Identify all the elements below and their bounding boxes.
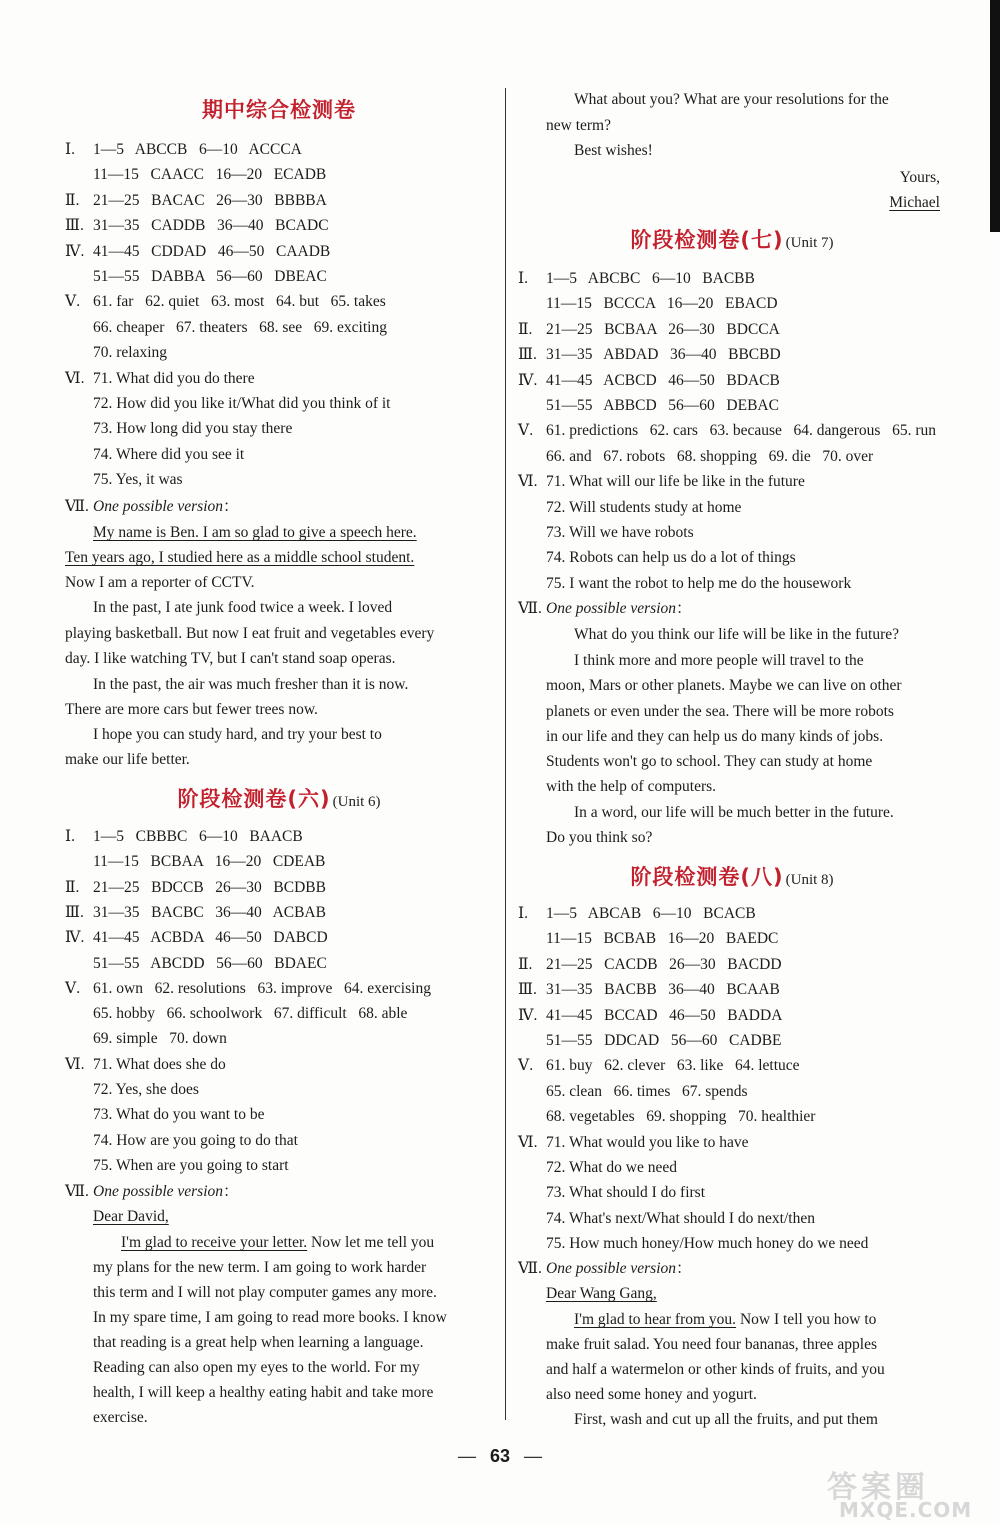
letter-greeting: Dear Wang Gang,: [546, 1285, 657, 1302]
answer-text: 72. Yes, she does: [93, 1081, 199, 1098]
answer-line: [65, 267, 327, 287]
answer-line: [65, 191, 327, 211]
letter-closing: Best wishes!: [574, 142, 653, 159]
essay-line: with the help of computers.: [546, 778, 717, 795]
watermark-cn: 答案圈: [827, 1470, 929, 1505]
answer-text: 31—35 CADDB 36—40 BCADC: [93, 217, 329, 235]
letter-line: First, wash and cut up all the fruits, and put them: [574, 1411, 878, 1428]
answer-text: 71. What would you like to have: [546, 1133, 749, 1151]
answer-text: 21—25 BCBAA 26—30 BDCCA: [546, 320, 780, 338]
answer-line: [65, 140, 302, 160]
answer-text: 69. simple 70. down: [93, 1030, 227, 1048]
section-numeral: Ⅴ.: [518, 422, 534, 440]
answer-line: [65, 470, 183, 490]
answer-line: [518, 1158, 677, 1178]
answer-text: 41—45 ACBDA 46—50 DABCD: [93, 929, 328, 947]
answer-text: 61. far 62. quiet 63. most 64. but 65. takes: [93, 293, 386, 311]
answer-text: 66. cheaper 67. theaters 68. see 69. exciting: [93, 318, 387, 336]
section-numeral: Ⅳ.: [518, 371, 538, 389]
answer-line: [65, 852, 325, 872]
answer-text: 31—35 ABDAD 36—40 BBCBD: [546, 346, 781, 364]
writing-label: Ⅶ. One possible version：: [65, 498, 239, 515]
answer-text: 31—35 BACBC 36—40 ACBAB: [93, 903, 326, 921]
answer-line: [518, 904, 756, 924]
answer-text: 75. How much honey/How much honey do we need: [546, 1235, 869, 1253]
answer-line: [65, 979, 431, 999]
answer-text: 65. clean 66. times 67. spends: [546, 1082, 748, 1100]
section-numeral: Ⅴ.: [65, 293, 81, 311]
essay-line: day. I like watching TV, but I can't stand soap operas.: [65, 650, 396, 667]
section-heading-unit6: 阶段检测卷(六) (Unit 6): [177, 787, 381, 811]
section-numeral: Ⅴ.: [65, 979, 81, 997]
answer-text: 31—35 BACBB 36—40 BCAAB: [546, 981, 780, 999]
answer-text: 74. Robots can help us do a lot of things: [546, 549, 796, 567]
section-numeral: Ⅳ.: [65, 242, 85, 260]
answer-text: 72. How did you like it/What did you think of it: [93, 395, 391, 412]
essay-line: Students won't go to school. They can study at home: [546, 753, 873, 770]
letter-line: exercise.: [93, 1409, 148, 1426]
section-heading-unit7: 阶段检测卷(七) (Unit 7): [630, 228, 834, 252]
answer-line: [518, 548, 796, 568]
essay-line: In the past, the air was much fresher than it is now.: [93, 676, 409, 693]
answer-line: [65, 903, 326, 923]
letter-line: I'm glad to receive your letter. Now let me tell you: [121, 1234, 435, 1251]
page-number: — 63 —: [457, 1446, 543, 1466]
answer-text: 1—5 ABCBC 6—10 BACBB: [546, 270, 755, 287]
answer-text: 1—5 CBBBC 6—10 BAACB: [93, 828, 303, 845]
answer-line: [518, 371, 780, 391]
section-numeral: Ⅲ.: [65, 217, 84, 235]
answer-text: 41—45 CDDAD 46—50 CAADB: [93, 242, 331, 260]
section-numeral: Ⅰ.: [518, 270, 528, 287]
answer-line: [65, 878, 326, 898]
section-numeral: Ⅴ.: [518, 1057, 534, 1075]
answer-text: 70. relaxing: [93, 344, 168, 362]
section-numeral: Ⅳ.: [65, 929, 85, 947]
answer-line: [518, 929, 778, 949]
essay-line: There are more cars but fewer trees now.: [65, 701, 318, 718]
answer-line: [518, 1209, 815, 1229]
section-numeral: Ⅰ.: [518, 905, 528, 922]
letter-line: health, I will keep a healthy eating habit and take more: [93, 1384, 434, 1401]
letter-line: also need some honey and yogurt.: [546, 1386, 757, 1403]
page-edge-mark: [990, 0, 1000, 232]
section-numeral: Ⅲ.: [65, 903, 84, 921]
section-heading-midterm: 期中综合检测卷: [202, 98, 356, 122]
answer-line: [518, 345, 781, 365]
section-numeral: Ⅰ.: [65, 828, 75, 845]
letter-line: and half a watermelon or other kinds of fruits, and you: [546, 1361, 885, 1378]
answer-text: 51—55 DABBA 56—60 DBEAC: [93, 268, 327, 285]
answer-line: [518, 955, 782, 975]
answer-text: 51—55 ABBCD 56—60 DEBAC: [546, 397, 779, 414]
answer-text: 68. vegetables 69. shopping 70. healthier: [546, 1108, 816, 1126]
answer-line: [518, 1107, 815, 1127]
letter-line: that reading is a great help when learning a language.: [93, 1334, 424, 1351]
section-numeral: Ⅱ.: [518, 955, 533, 973]
answer-line: [518, 498, 741, 518]
section-numeral: Ⅱ.: [65, 878, 80, 896]
letter-signoff: Yours,: [899, 169, 940, 186]
answer-text: 61. buy 62. clever 63. like 64. lettuce: [546, 1057, 800, 1075]
essay-line: In the past, I ate junk food twice a week. I loved: [93, 599, 393, 616]
answer-line: [518, 1133, 748, 1153]
answer-text: 11—15 BCCCA 16—20 EBACD: [546, 295, 778, 313]
answer-text: 1—5 ABCCB 6—10 ACCCA: [93, 141, 302, 158]
essay-line: I think more and more people will travel to the: [574, 652, 864, 669]
watermark-en: MXQE.COM: [839, 1498, 973, 1522]
section-numeral: Ⅵ.: [65, 369, 85, 387]
section-numeral: Ⅰ.: [65, 141, 75, 158]
answer-line: [65, 1105, 264, 1125]
letter-line: my plans for the new term. I am going to work harder: [93, 1259, 427, 1276]
answer-line: [518, 1183, 705, 1203]
answer-text: 21—25 BACAC 26—30 BBBBA: [93, 191, 327, 209]
answer-text: 66. and 67. robots 68. shopping 69. die 70. over: [546, 447, 874, 465]
letter-line: this term and I will not play computer games any more.: [93, 1284, 437, 1301]
answer-line: [518, 472, 805, 492]
answer-text: 71. What does she do: [93, 1055, 226, 1073]
essay-line: Now I am a reporter of CCTV.: [65, 574, 255, 591]
answer-text: 41—45 ACBCD 46—50 BDACB: [546, 371, 780, 389]
answer-text: 61. own 62. resolutions 63. improve 64. exercising: [93, 979, 431, 997]
answer-line: [518, 1056, 800, 1076]
answer-line: [65, 1131, 298, 1151]
answer-text: 75. Yes, it was: [93, 471, 183, 489]
answer-line: [518, 294, 778, 314]
answer-text: 65. hobby 66. schoolwork 67. difficult 68. able: [93, 1005, 408, 1023]
essay-line: in our life and they can help us do many kinds of jobs.: [546, 728, 884, 745]
answer-text: 72. Will students study at home: [546, 498, 742, 516]
answer-line: [65, 1055, 226, 1075]
answer-text: 72. What do we need: [546, 1159, 677, 1176]
answer-text: 73. How long did you stay there: [93, 420, 293, 438]
answer-line: [65, 419, 292, 439]
answer-line: [65, 216, 329, 236]
answer-line: [65, 1080, 199, 1100]
answer-text: 51—55 ABCDD 56—60 BDAEC: [93, 954, 327, 972]
writing-label: Ⅶ. One possible version：: [518, 1260, 692, 1277]
answer-text: 51—55 DDCAD 56—60 CADBE: [546, 1032, 782, 1049]
answer-line: [518, 523, 694, 543]
essay-line: My name is Ben. I am so glad to give a speech here.: [93, 524, 417, 541]
answer-line: [518, 1006, 782, 1026]
letter-line: In my spare time, I am going to read more books. I know: [93, 1309, 447, 1326]
letter-signature: Michael: [889, 194, 940, 211]
answer-line: [518, 1082, 747, 1102]
answer-text: 1—5 ABCAB 6—10 BCACB: [546, 905, 756, 922]
answer-text: 11—15 BCBAB 16—20 BAEDC: [546, 930, 779, 948]
section-numeral: Ⅵ.: [65, 1055, 85, 1073]
answer-text: 71. What did you do there: [93, 369, 255, 387]
answer-line: [65, 242, 330, 262]
section-numeral: Ⅲ.: [518, 346, 537, 364]
answer-line: [518, 1234, 868, 1254]
answer-text: 73. What should I do first: [546, 1184, 706, 1202]
column-divider: [505, 88, 506, 1420]
section-numeral: Ⅱ.: [65, 191, 80, 209]
section-numeral: Ⅵ.: [518, 1133, 538, 1151]
essay-line: In a word, our life will be much better in the future.: [574, 804, 894, 821]
essay-line: Ten years ago, I studied here as a middle school student.: [65, 549, 415, 566]
answer-text: 61. predictions 62. cars 63. because 64. dangerous 65. run: [546, 422, 936, 440]
answer-text: 73. What do you want to be: [93, 1106, 265, 1124]
section-numeral: Ⅱ.: [518, 320, 533, 338]
answer-line: [65, 1004, 407, 1024]
essay-line: What do you think our life will be like in the future?: [574, 626, 899, 643]
letter-line: Reading can also open my eyes to the world. For my: [93, 1359, 420, 1376]
answer-line: [65, 318, 387, 338]
section-numeral: Ⅲ.: [518, 981, 537, 999]
answer-line: [518, 396, 779, 416]
answer-line: [65, 827, 303, 847]
essay-line: make our life better.: [65, 751, 190, 768]
watermark-logo: [815, 1462, 1000, 1525]
answer-line: [518, 574, 851, 594]
writing-label: Ⅶ. One possible version：: [518, 600, 692, 617]
letter-line: What about you? What are your resolutions for the: [574, 91, 889, 108]
letter-greeting: Dear David,: [93, 1208, 169, 1225]
answer-text: 11—15 BCBAA 16—20 CDEAB: [93, 853, 326, 871]
answer-text: 75. When are you going to start: [93, 1156, 289, 1174]
answer-text: 21—25 BDCCB 26—30 BCDBB: [93, 878, 326, 896]
letter-line: make fruit salad. You need four bananas, three apples: [546, 1336, 877, 1353]
answer-line: [65, 445, 244, 465]
answer-text: 41—45 BCCAD 46—50 BADDA: [546, 1006, 783, 1024]
writing-label: Ⅶ. One possible version：: [65, 1183, 239, 1200]
answer-line: [65, 394, 391, 414]
answer-text: 71. What will our life be like in the future: [546, 473, 805, 491]
section-heading-unit8: 阶段检测卷(八) (Unit 8): [630, 865, 834, 889]
answer-line: [518, 1031, 782, 1051]
answer-text: 75. I want the robot to help me do the housework: [546, 574, 852, 592]
letter-line: I'm glad to hear from you. Now I tell you how to: [574, 1311, 877, 1328]
essay-line: I hope you can study hard, and try your best to: [93, 726, 382, 743]
answer-line: [518, 980, 780, 1000]
answer-line: [65, 165, 326, 185]
answer-line: [518, 320, 780, 340]
answer-line: [65, 1029, 227, 1049]
essay-line: moon, Mars or other planets. Maybe we can live on other: [546, 677, 902, 694]
essay-line: playing basketball. But now I eat fruit and vegetables every: [65, 625, 435, 642]
section-numeral: Ⅳ.: [518, 1006, 538, 1024]
answer-text: 21—25 CACDB 26—30 BACDD: [546, 955, 782, 973]
answer-line: [518, 269, 755, 289]
letter-line: new term?: [546, 117, 611, 134]
answer-line: [65, 1156, 289, 1176]
answer-text: 74. Where did you see it: [93, 445, 245, 463]
section-numeral: Ⅵ.: [518, 473, 538, 491]
essay-line: Do you think so?: [546, 829, 653, 846]
answer-line: [518, 421, 936, 441]
answer-line: [65, 928, 328, 948]
answer-text: 74. How are you going to do that: [93, 1131, 298, 1149]
answer-line: [518, 447, 873, 467]
answer-text: 73. Will we have robots: [546, 524, 694, 541]
answer-line: [65, 343, 167, 363]
answer-line: [65, 369, 255, 389]
answer-text: 74. What's next/What should I do next/then: [546, 1209, 815, 1227]
answer-text: 11—15 CAACC 16—20 ECADB: [93, 166, 327, 184]
answer-line: [65, 292, 386, 312]
essay-line: planets or even under the sea. There will be more robots: [546, 703, 894, 720]
answer-line: [65, 954, 327, 974]
